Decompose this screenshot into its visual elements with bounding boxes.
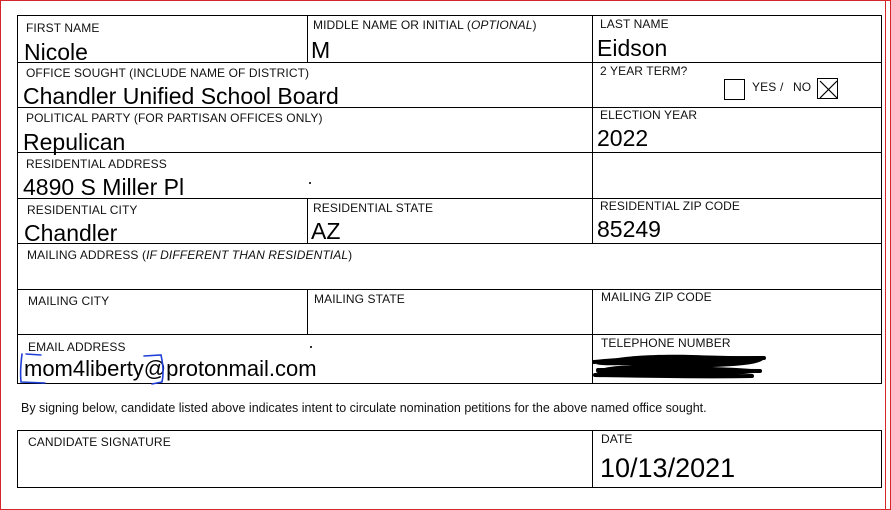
yes-checkbox[interactable] <box>724 79 745 100</box>
residential-address-field[interactable]: 4890 S Miller Pl <box>23 174 185 200</box>
mailing-state-field[interactable] <box>311 310 581 332</box>
telephone-label: TELEPHONE NUMBER <box>601 336 731 350</box>
stray-dot <box>309 182 311 184</box>
office-sought-field[interactable]: Chandler Unified School Board <box>23 83 339 109</box>
frame-right-edge <box>885 0 886 509</box>
last-name-field[interactable]: Eidson <box>597 35 668 61</box>
last-name-label: LAST NAME <box>600 17 669 31</box>
middle-name-label-end: ) <box>532 18 537 32</box>
grid-line <box>592 198 593 244</box>
grid-line <box>307 289 308 335</box>
grid-line <box>17 15 881 16</box>
grid-line <box>17 430 881 431</box>
grid-line <box>17 430 18 488</box>
grid-line <box>307 15 308 63</box>
yes-no-separator: / <box>780 80 784 94</box>
two-year-term-label: 2 YEAR TERM? <box>600 64 688 78</box>
political-party-label: POLITICAL PARTY (FOR PARTISAN OFFICES ONLY) <box>26 111 323 125</box>
mailing-address-field[interactable] <box>24 264 584 286</box>
email-label: EMAIL ADDRESS <box>28 340 126 354</box>
middle-name-label-main: MIDDLE NAME OR INITIAL ( <box>313 18 471 32</box>
grid-line <box>17 334 881 335</box>
yes-label: YES <box>752 80 777 94</box>
mailing-address-label-note: IF DIFFERENT THAN RESIDENTIAL <box>146 248 349 262</box>
office-sought-label: OFFICE SOUGHT (INCLUDE NAME OF DISTRICT) <box>26 66 310 80</box>
mailing-state-label: MAILING STATE <box>314 292 405 306</box>
grid-line <box>592 15 593 198</box>
residential-address-label: RESIDENTIAL ADDRESS <box>26 157 167 171</box>
first-name-field[interactable]: Nicole <box>24 39 88 65</box>
residential-city-label: RESIDENTIAL CITY <box>27 203 138 217</box>
date-field[interactable]: 10/13/2021 <box>600 453 736 483</box>
date-label: DATE <box>601 432 633 446</box>
grid-line <box>881 430 882 488</box>
residential-state-field[interactable]: AZ <box>311 218 341 244</box>
mailing-city-field[interactable] <box>24 310 294 332</box>
handwritten-bracket-annotation <box>16 352 168 386</box>
election-year-field[interactable]: 2022 <box>597 125 649 151</box>
residential-zip-label: RESIDENTIAL ZIP CODE <box>600 199 741 213</box>
grid-line <box>17 15 18 384</box>
grid-line <box>881 15 882 384</box>
redaction-scribble <box>592 350 768 380</box>
grid-line <box>17 243 881 244</box>
candidate-signature-label: CANDIDATE SIGNATURE <box>28 435 171 449</box>
grid-line <box>17 62 881 63</box>
mailing-zip-label: MAILING ZIP CODE <box>601 290 712 304</box>
middle-name-field[interactable]: M <box>311 37 331 63</box>
mailing-zip-field[interactable] <box>598 308 868 330</box>
no-label: NO <box>793 80 812 94</box>
grid-line <box>17 289 881 290</box>
mailing-address-label-main: MAILING ADDRESS ( <box>27 248 147 262</box>
middle-name-label <box>313 18 537 32</box>
political-party-field[interactable]: Repulican <box>23 129 126 155</box>
grid-line <box>17 487 881 488</box>
residential-city-field[interactable]: Chandler <box>24 220 118 246</box>
middle-name-label-optional: OPTIONAL <box>470 18 533 32</box>
email-field[interactable]: mom4liberty@protonmail.com <box>24 356 317 381</box>
grid-line <box>592 430 593 488</box>
mailing-address-label-end: ) <box>348 248 353 262</box>
x-mark-icon <box>818 79 839 100</box>
grid-line <box>17 152 881 153</box>
no-checkbox[interactable] <box>817 78 838 99</box>
signing-statement: By signing below, candidate listed above indicates intent to circulate nomination petitions for the above named office sought. <box>21 401 707 415</box>
residential-zip-field[interactable]: 85249 <box>597 216 661 242</box>
grid-line <box>307 198 308 244</box>
signature-field[interactable] <box>20 452 588 484</box>
mailing-city-label: MAILING CITY <box>28 294 110 308</box>
mailing-address-label <box>27 248 352 262</box>
residential-state-label: RESIDENTIAL STATE <box>313 201 434 215</box>
stray-dot <box>310 346 312 348</box>
first-name-label: FIRST NAME <box>26 21 100 35</box>
election-year-label: ELECTION YEAR <box>600 108 698 122</box>
